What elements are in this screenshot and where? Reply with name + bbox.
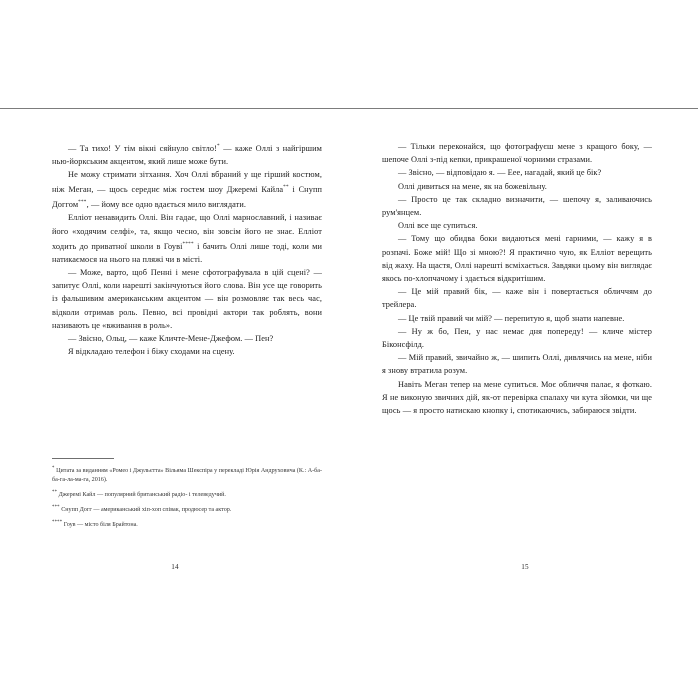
paragraph: — Та тихо! У тім вікні сяйнуло світло!* — каже Оллі з найгіршим нью-йоркським акцентом, який лише може бути. (52, 143, 322, 166)
paragraph: Оллі дивиться на мене, як на божевільну. (398, 181, 547, 191)
footnote-separator-rule (52, 458, 114, 459)
footnote-reference: * (216, 143, 220, 149)
page-number-left: 14 (171, 563, 179, 571)
footnote-item (52, 464, 322, 486)
paragraph: — Тільки переконайся, що фотографуєш мене з кращого боку, — шепоче Оллі з-під кепки, прикрашеної чорними стразами. (382, 142, 652, 165)
page-number-right: 15 (521, 563, 529, 571)
paragraph: — Може, варто, щоб Пенні і мене сфотографувала в цій сцені? — запитує Оллі, коли нарешті закінчуються його слова. Він усе ще говорить із фальшивим американським акцентом — він розмовляє так весь час, відколи отримав роль. Певно, всі провідні актори так роблять, вони називають це «вживання в роль». (52, 267, 322, 330)
footnote-item (52, 518, 322, 530)
footnote-text: Цитата за виданням «Ромео і Джульєтта» Вільяма Шекспіра у перекладі Юрія Андруховича (К.: А-ба-ба-га-ла-ма-га, 2016). (52, 468, 322, 484)
paragraph: — Ну ж бо, Пен, у нас немає дня попереду! — кличе містер Біконсфілд. (382, 326, 652, 350)
paragraph: Елліот ненавидить Оллі. Він гадає, що Оллі марнославний, і називає його «ходячим селфі», та, якщо чесно, він зовсім його не знає. Елліот ходить до приватної школи в Гоуві**** і бачить Оллі лише тоді, коли ми натикаємося на нього на пляжі чи в місті. (52, 213, 322, 264)
page-left (52, 140, 322, 600)
footnote-text: Гоув — місто біля Брайтона. (63, 521, 138, 528)
pages-container (0, 140, 700, 600)
paragraph: Навіть Меган тепер на мене супиться. Моє обличчя палає, я фоткаю. Я не виконую звичних дій, як-от перевірка спалаху чи кута зйомки, чи ще щось — я просто натискаю кнопку і, спотикаючись, забираюся звідти. (382, 379, 652, 416)
footnote-text: Джеремі Кайл — популярний британський радіо- і телеведучий. (58, 492, 226, 499)
paragraph: — Мій правий, звичайно ж, — шипить Оллі, дивлячись на мене, ніби я знову втратила розум. (382, 353, 652, 376)
paragraph: — Звісно, — відповідаю я. — Еее, нагадай, який це бік? (398, 168, 602, 178)
footnote-marker: **** (52, 519, 63, 525)
footnote-text: Снупп Догг — американський хіп-хоп співак, продюсер та актор. (61, 506, 232, 513)
paragraph: — Тому що обидва боки видаються мені гарними, — кажу я в розпачі. Боже мій! Що зі мною?! Я практично чую, як Елліот верещить від жаху. На щастя, Оллі нарешті всміхається. Завдяки цьому він виглядає якось по-хлопчачому і здається відкритішим. (382, 234, 652, 284)
footnote-reference: *** (78, 199, 87, 206)
paragraph: — Звісно, Ольц, — каже Кличте-Мене-Джефом. — Пен? (68, 333, 274, 343)
page-right-body (382, 140, 652, 417)
folio-row (0, 563, 700, 577)
paragraph: — Це мій правий бік, — каже він і повертається обличчям до трейлера. (382, 287, 652, 310)
header-rule (0, 108, 698, 109)
paragraph: Оллі все ще супиться. (398, 221, 478, 231)
footnote-item (52, 503, 322, 515)
footnote-marker: * (52, 466, 55, 471)
footnote-marker: ** (52, 490, 58, 496)
paragraph: — Просто це так складно визначити, — шепочу я, заливаючись рум'янцем. (382, 194, 652, 218)
footnote-reference: **** (182, 240, 194, 247)
page-right (382, 140, 652, 600)
footnote-reference: ** (283, 184, 289, 191)
paragraph: — Це твій правий чи мій? — перепитую я, щоб знати напевне. (398, 313, 625, 323)
paragraph: Я відкладаю телефон і біжу сходами на сцену. (68, 347, 235, 357)
page-left-body (52, 140, 322, 358)
footnote-item (52, 488, 322, 500)
footnotes-block (52, 458, 322, 533)
footnote-marker: *** (52, 504, 60, 510)
paragraph: Не можу стримати зітхання. Хоч Оллі вбраний у ще гірший костюм, ніж Меган, — щось середнє між гостем шоу Джеремі Кайла** і Снупп Доггом***, — йому все одно вдається мило виглядати. (52, 170, 322, 210)
